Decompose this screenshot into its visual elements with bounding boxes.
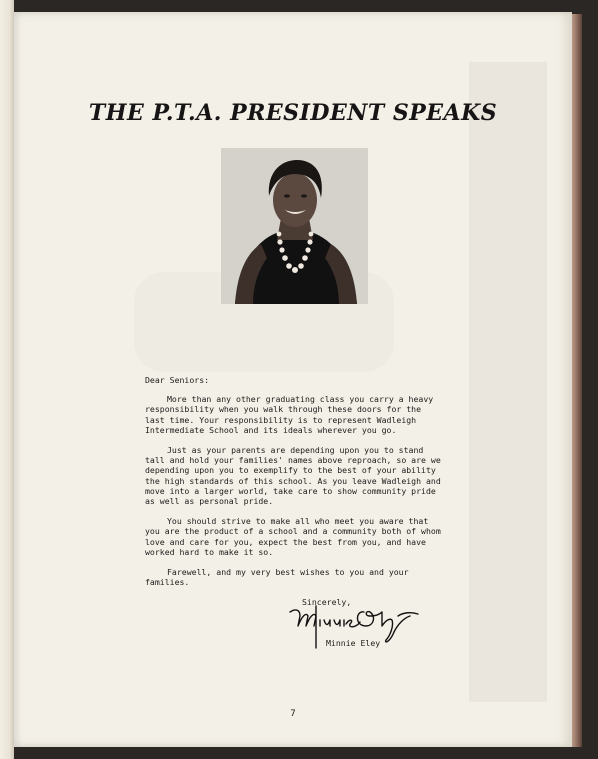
yearbook-page [14,12,572,747]
letter-paragraph: Just as your parents are depending upon you to stand tall and hold your families' names above reproach, so are we depending upon you to exemplify to the best of your ability the high standards of this school. As you leave Wadleigh and move into a larger world, take care to show community pride as well as personal pride. [145,445,441,507]
letter-closing: Sincerely, [302,597,352,607]
letter-paragraph: Farewell, and my very best wishes to you and your families. [145,567,409,588]
letter-body [145,375,445,587]
bleed-through-text [469,62,547,702]
page-edge-stack [572,14,582,747]
page-title: THE P.T.A. PRESIDENT SPEAKS [88,100,498,126]
book-cover-edge [0,0,14,759]
letter-salutation: Dear Seniors: [145,375,210,385]
portrait-photo-icon [221,148,368,304]
letter-paragraph: You should strive to make all who meet you aware that you are the product of a school and a community both of whom love and care for you, expect the best from you, and have worked hard to make it so. [145,516,441,557]
signer-name: Minnie Eley [326,638,381,648]
page-number: 7 [290,709,296,719]
letter-paragraph: More than any other graduating class you carry a heavy responsibility when you walk through these doors for the last time. Your responsibility is to represent Wadleigh Intermediate School and its ideals wherever you go. [145,394,434,435]
